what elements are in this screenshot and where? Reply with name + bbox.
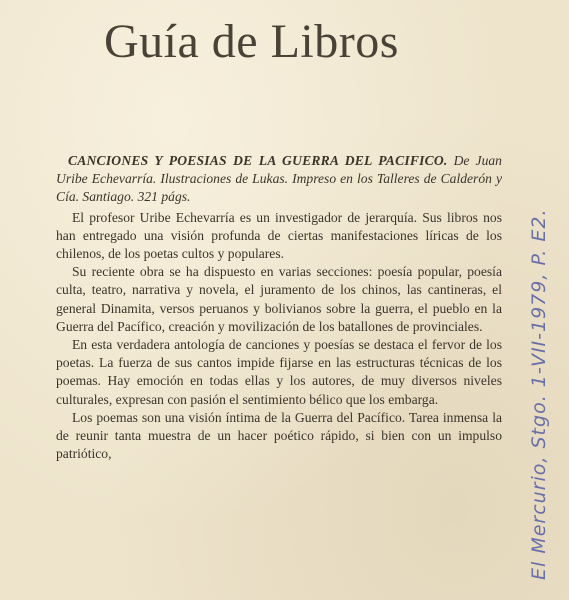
review-paragraph-4: Los poemas son una visión íntima de la Guerra del Pacífico. Tarea inmensa la de reunir tanta muestra de un hacer poético rápido, si bien con un impulso patriótico, <box>56 409 502 462</box>
book-credits: De Juan Uribe Echevarría. Ilustraciones de Lukas. Impreso en los Talleres de Calderón y Cía. Santiago. 321 págs. <box>56 153 502 205</box>
section-heading: Guía de Libros <box>104 15 399 68</box>
book-title: CANCIONES Y POESIAS DE LA GUERRA DEL PACIFICO. <box>68 153 448 168</box>
review-paragraph-2: Su reciente obra se ha dispuesto en varias secciones: poesía popular, poesía culta, teatro, narrativa y novela, el juramento de los chinos, las cantineras, el general Dinamita, versos peruanos y bolivianos sobre la guerra, el pueblo en la Guerra del Pacífico, creación y movilización de los batallones de provinciales. <box>56 264 502 334</box>
review-paragraph-1: El profesor Uribe Echevarría es un investigador de jerarquía. Sus libros nos han entregado una visión profunda de ciertas manifestaciones líricas de los chilenos, de los poetas cultos y populares. <box>56 209 502 262</box>
review-lead <box>56 152 502 207</box>
book-review-article <box>56 152 502 463</box>
handwritten-source-note: El Mercurio, Stgo. 1-VII-1979, P. E2. <box>528 208 550 580</box>
review-paragraph-3: En esta verdadera antología de canciones y poesías se destaca el fervor de los poetas. La fuerza de sus cantos impide fijarse en las estructuras técnicas de los poemas. Hay emoción en todas ellas y los autores, de muy diversos niveles culturales, expresan con pasión el sentimiento bélico que los embarga. <box>56 337 502 407</box>
